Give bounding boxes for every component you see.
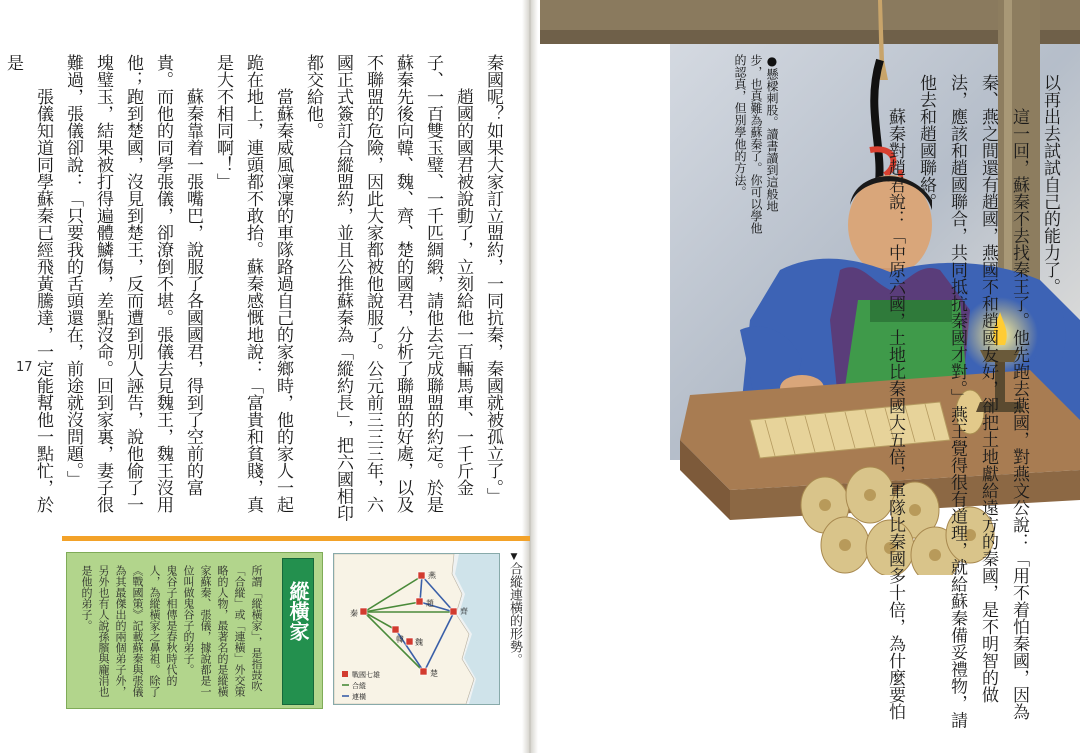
glossary-title-banner: [282, 558, 314, 705]
book-gutter: [522, 0, 538, 753]
page-number: 17: [16, 360, 33, 375]
right-paragraph: 以再出去試試自己的能力了。: [1040, 74, 1060, 295]
right-main-text: [545, 74, 1065, 734]
section-divider: [62, 536, 530, 541]
left-paragraph: 蘇秦靠着一張嘴巴，說服了各國國君，得到了空前的富貴。而他的同學張儀，卻潦倒不堪。張儀去見魏王，魏王沒用他；跑到楚國，沒見到楚王，反而遭到別人誣告，說他偷了一塊璧玉，結果被打得遍體鱗傷，差點沒命。回到家裏，妻子很難過，張儀卻說：「只要我的舌頭還在，前途就沒問題。」: [63, 54, 203, 513]
left-paragraph: 趙國的國君被說動了，立刻給他一百輛馬車、一千斤金子、一百雙玉璧、一千匹綢緞，請他去完成聯盟的約定。於是蘇秦先後向韓、魏、齊、楚的國君，分析了聯盟的好處，以及不聯盟的危險，因此大家都被他說服了。公元前三三三年，六國正式簽訂合縱盟約，並且公推蘇秦為「縱約長」，把六國相印都交給他。: [303, 54, 473, 522]
left-paragraph: 張儀知道同學蘇秦已經飛黃騰達，一定能幫他一點忙，於是: [3, 54, 53, 513]
legend-item-alliance: 合縱: [352, 682, 366, 690]
legend-item-horizontal: 連橫: [352, 693, 366, 701]
warring-states-map: [333, 553, 500, 705]
right-paragraph: 蘇秦對趙君說：「中原六國，土地比秦國大五倍，軍隊比秦國多十倍，為什麼要怕: [885, 108, 905, 720]
glossary-paragraph: 鬼谷子相傳是春秋時代的人，為縱橫家之鼻祖。除了《戰國策》記載蘇秦與張儀為其最傑出的兩個弟子外，另外也有人說孫臏與龐涓也是他的弟子。: [80, 565, 178, 697]
glossary-text: [75, 565, 265, 701]
map-label-yan: 燕: [428, 571, 436, 580]
map-caption: [506, 552, 522, 666]
glossary-paragraph: 所謂「縱橫家」，是指鼓吹「合縱」或「連橫」外交策略的人物，最著名的是縱橫家蘇秦、張儀，據說都是一位叫做鬼谷子的弟子。: [182, 565, 263, 697]
map-label-wei: 魏: [415, 638, 423, 647]
left-paragraph: 當蘇秦威風凜凜的車隊路過自己的家鄉時，他的家人一起跪在地上，連頭都不敢抬。蘇秦感慨地說：「富貴和貧賤，真是大不相同啊！」: [213, 54, 293, 513]
right-paragraph: 這一回，蘇秦不去找秦王了。他先跑去燕國，對燕文公說：「用不着怕秦國，因為秦、燕之間還有趙國，燕國不和趙國友好，卻把土地獻給遠方的秦國，是不明智的做法，應該和趙國聯合，共同抵抗秦國才對。」燕王覺得很有道理，就給蘇秦備妥禮物，請他去和趙國聯絡。: [916, 74, 1029, 729]
map-label-han: 韓: [396, 635, 404, 644]
caption-triangle-icon: ▼: [509, 552, 519, 562]
map-label-zhao: 趙: [426, 599, 434, 608]
legend-item-states: 戰國七雄: [352, 671, 380, 679]
left-paragraph: 秦國呢？如果大家訂立盟約，一同抗秦，秦國就被孤立了。」: [483, 54, 503, 505]
map-caption-text: 合縱連橫的形勢。: [507, 562, 522, 666]
map-label-qin: 秦: [350, 609, 358, 618]
picture-note: ●懸樑刺股。讀書讀到這般地步，也真難為蘇秦了。你可以學他的認真，但別學他的方法。: [733, 54, 779, 234]
glossary-title: 縱橫家: [286, 581, 310, 641]
map-graphic: [334, 554, 499, 704]
map-label-chu: 楚: [430, 669, 438, 678]
map-label-qi: 齊: [460, 607, 468, 616]
